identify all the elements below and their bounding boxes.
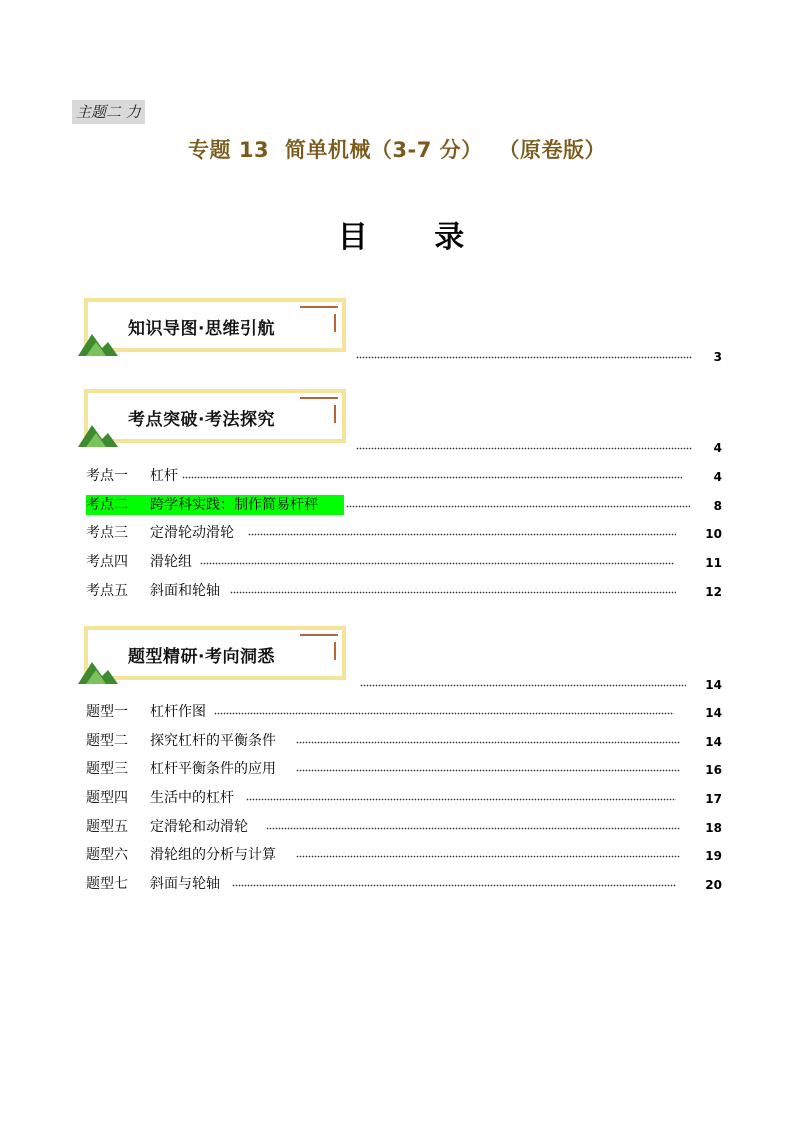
banner-corner-line <box>334 405 336 423</box>
toc-page-number[interactable]: 19 <box>705 849 722 863</box>
section-banner-question-types <box>84 626 346 680</box>
toc-entry-code: 考点三 <box>86 525 128 541</box>
dot-leader <box>296 849 680 859</box>
dot-leader <box>248 527 676 537</box>
toc-entry-code: 考点四 <box>86 554 128 570</box>
theme-tag: 主题二 力 <box>72 100 145 124</box>
dot-leader <box>296 763 680 773</box>
toc-entry-code: 题型五 <box>86 819 128 835</box>
title-part-3: （原卷版） <box>498 138 606 162</box>
banner-corner-line <box>334 642 336 660</box>
toc-page-number[interactable]: 14 <box>705 735 722 749</box>
hills-icon <box>78 419 118 447</box>
dot-leader <box>230 585 676 595</box>
toc-page-number[interactable]: 14 <box>705 678 722 692</box>
toc-entry-title: 生活中的杠杆 <box>150 790 234 806</box>
toc-page-number[interactable]: 12 <box>705 585 722 599</box>
toc-entry-code: 考点一 <box>86 468 128 484</box>
toc-entry-title: 滑轮组的分析与计算 <box>150 847 276 863</box>
toc-entry-code: 题型六 <box>86 847 128 863</box>
banner-corner-line <box>334 314 336 332</box>
toc-page-number[interactable]: 3 <box>713 350 722 364</box>
title-part-2: 简单机械（3-7 分） <box>284 138 483 162</box>
dot-leader <box>214 706 674 716</box>
dot-leader <box>360 678 686 688</box>
toc-page-number[interactable]: 18 <box>705 821 722 835</box>
toc-page-number[interactable]: 8 <box>713 499 722 513</box>
toc-entry-title: 杠杆平衡条件的应用 <box>150 761 276 777</box>
hills-icon <box>78 328 118 356</box>
toc-entry-code: 题型四 <box>86 790 128 806</box>
dot-leader <box>232 878 676 888</box>
toc-entry-code: 题型二 <box>86 733 128 749</box>
dot-leader <box>346 499 690 509</box>
toc-page-number[interactable]: 14 <box>705 706 722 720</box>
dot-leader <box>182 470 682 480</box>
section-banner-knowledge-map <box>84 298 346 352</box>
toc-heading: 目 录 <box>337 220 493 255</box>
dot-leader <box>356 441 692 451</box>
dot-leader <box>200 556 674 566</box>
toc-entry-title: 探究杠杆的平衡条件 <box>150 733 276 749</box>
hills-icon <box>78 656 118 684</box>
dot-leader <box>266 821 680 831</box>
section-banner-exam-points <box>84 389 346 443</box>
dot-leader <box>296 735 680 745</box>
toc-page-number[interactable]: 4 <box>713 441 722 455</box>
toc-entry-title: 杠杆作图 <box>150 704 206 720</box>
toc-entry-code: 考点五 <box>86 583 128 599</box>
toc-entry-code: 题型七 <box>86 876 128 892</box>
banner-corner-line <box>300 634 338 636</box>
banner-label: 知识导图·思维引航 <box>128 319 275 339</box>
toc-entry-code: 考点二 <box>86 497 128 513</box>
toc-entry-title: 定滑轮动滑轮 <box>150 525 234 541</box>
toc-entry-title: 杠杆 <box>150 468 178 484</box>
banner-corner-line <box>300 306 338 308</box>
toc-entry-code: 题型一 <box>86 704 128 720</box>
page-title <box>0 134 794 164</box>
toc-entry-title: 滑轮组 <box>150 554 192 570</box>
dot-leader <box>356 350 692 360</box>
toc-page-number[interactable]: 10 <box>705 527 722 541</box>
toc-page-number[interactable]: 16 <box>705 763 722 777</box>
toc-page-number[interactable]: 17 <box>705 792 722 806</box>
title-part-1: 专题 13 <box>188 138 270 162</box>
toc-page-number[interactable]: 20 <box>705 878 722 892</box>
toc-entry-title: 跨学科实践：制作简易杆秤 <box>150 497 318 513</box>
toc-page-number[interactable]: 11 <box>705 556 722 570</box>
banner-corner-line <box>300 397 338 399</box>
toc-entry-code: 题型三 <box>86 761 128 777</box>
banner-label: 题型精研·考向洞悉 <box>128 647 275 667</box>
banner-label: 考点突破·考法探究 <box>128 410 275 430</box>
toc-page-number[interactable]: 4 <box>713 470 722 484</box>
toc-entry-title: 斜面与轮轴 <box>150 876 220 892</box>
toc-entry-title: 定滑轮和动滑轮 <box>150 819 248 835</box>
toc-entry-title: 斜面和轮轴 <box>150 583 220 599</box>
dot-leader <box>246 792 676 802</box>
